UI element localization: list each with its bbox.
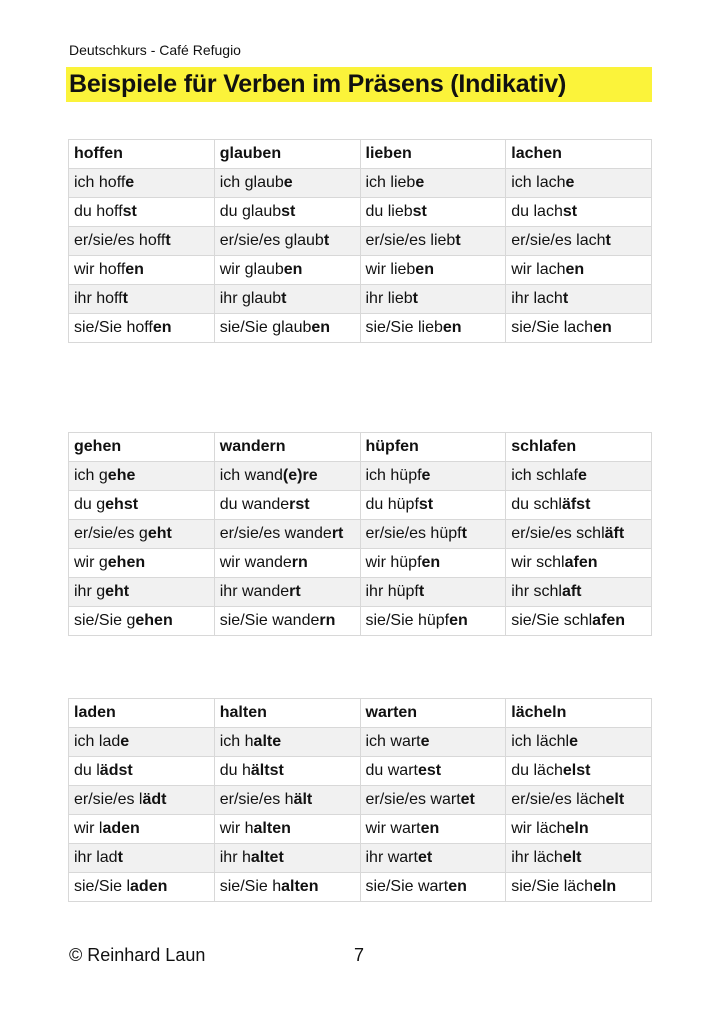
- verb-ending: eln: [565, 820, 589, 837]
- conjugation-cell: [360, 169, 506, 198]
- conjugation-cell: [214, 815, 360, 844]
- verb-stem: wir h: [219, 820, 254, 837]
- conjugation-cell: [214, 285, 360, 314]
- verb-ending: en: [420, 820, 440, 837]
- verb-stem: ich lächl: [511, 733, 570, 750]
- table-row: [69, 549, 652, 578]
- verb-infinitive: halten: [214, 699, 360, 728]
- conjugation-table-3: [68, 698, 652, 902]
- verb-ending: e: [125, 174, 135, 191]
- verb-stem: er/sie/es glaub: [219, 232, 324, 249]
- table-row: [69, 728, 652, 757]
- conjugation-cell: [360, 578, 506, 607]
- table-row: [69, 256, 652, 285]
- verb-infinitive: lieben: [360, 140, 506, 169]
- verb-stem: sie/Sie hüpf: [365, 612, 450, 629]
- verb-ending: st: [281, 203, 296, 220]
- conjugation-cell: [506, 169, 652, 198]
- conjugation-cell: [69, 844, 215, 873]
- verb-ending: äft: [604, 525, 625, 542]
- table-row: [69, 491, 652, 520]
- conjugation-cell: [506, 757, 652, 786]
- verb-ending: ehst: [105, 496, 139, 513]
- verb-ending: en: [449, 612, 468, 629]
- verb-stem: du g: [74, 496, 106, 513]
- verb-stem: ich lad: [74, 733, 121, 750]
- conjugation-cell: [360, 285, 506, 314]
- conjugation-cell: [506, 815, 652, 844]
- conjugation-cell: [360, 728, 506, 757]
- verb-stem: du glaub: [219, 203, 282, 220]
- verb-infinitive: gehen: [69, 433, 215, 462]
- verb-stem: ich lieb: [365, 174, 416, 191]
- verb-ending: eln: [593, 878, 617, 895]
- verb-stem: wir wande: [219, 554, 292, 571]
- verb-infinitive: lachen: [506, 140, 652, 169]
- conjugation-cell: [69, 873, 215, 902]
- conjugation-cell: [214, 256, 360, 285]
- verb-stem: ihr h: [219, 849, 251, 866]
- verb-stem: ich lach: [511, 174, 566, 191]
- conjugation-cell: [506, 728, 652, 757]
- verb-stem: ich glaub: [219, 174, 284, 191]
- verb-stem: du lieb: [365, 203, 413, 220]
- conjugation-cell: [214, 607, 360, 636]
- conjugation-cell: [360, 198, 506, 227]
- conjugation-cell: [69, 256, 215, 285]
- conjugation-cell: [69, 491, 215, 520]
- conjugation-cell: [506, 786, 652, 815]
- verb-stem: ich h: [219, 733, 254, 750]
- verb-ending: en: [448, 878, 467, 895]
- verb-infinitive: lächeln: [506, 699, 652, 728]
- conjugation-cell: [506, 198, 652, 227]
- verb-ending: alte: [253, 733, 282, 750]
- verb-ending: st: [412, 203, 427, 220]
- verb-ending: t: [461, 525, 467, 542]
- verb-ending: ehe: [107, 467, 136, 484]
- conjugation-cell: [214, 786, 360, 815]
- verb-stem: ich g: [74, 467, 108, 484]
- page-title: Beispiele für Verben im Präsens (Indikativ): [69, 70, 567, 98]
- conjugation-table-2: [68, 432, 652, 636]
- verb-stem: sie/Sie glaub: [219, 319, 312, 336]
- conjugation-cell: [69, 757, 215, 786]
- table-row: [69, 285, 652, 314]
- verb-stem: du h: [219, 762, 251, 779]
- table-header-row: [69, 433, 652, 462]
- verb-ending: e: [120, 733, 130, 750]
- verb-ending: aden: [130, 878, 168, 895]
- conjugation-cell: [69, 169, 215, 198]
- verb-stem: wir glaub: [219, 261, 284, 278]
- conjugation-cell: [69, 198, 215, 227]
- verb-infinitive: glauben: [214, 140, 360, 169]
- verb-ending: alten: [281, 878, 319, 895]
- verb-ending: e: [577, 467, 587, 484]
- verb-stem: er/sie/es läch: [511, 791, 606, 808]
- conjugation-cell: [214, 757, 360, 786]
- verb-ending: ält: [293, 791, 313, 808]
- table-row: [69, 786, 652, 815]
- verb-stem: sie/Sie h: [219, 878, 282, 895]
- verb-ending: st: [418, 496, 434, 513]
- conjugation-cell: [360, 520, 506, 549]
- conjugation-cell: [214, 578, 360, 607]
- verb-stem: du l: [74, 762, 100, 779]
- verb-ending: e: [420, 733, 430, 750]
- conjugation-cell: [69, 578, 215, 607]
- conjugation-cell: [69, 607, 215, 636]
- verb-ending: e: [283, 174, 293, 191]
- verb-stem: ich schlaf: [511, 467, 578, 484]
- conjugation-cell: [506, 873, 652, 902]
- verb-infinitive: schlafen: [506, 433, 652, 462]
- table-row: [69, 520, 652, 549]
- conjugation-cell: [360, 491, 506, 520]
- table-row: [69, 844, 652, 873]
- verb-ending: en: [421, 554, 441, 571]
- verb-ending: t: [323, 232, 330, 249]
- conjugation-cell: [360, 607, 506, 636]
- verb-ending: rt: [289, 583, 301, 600]
- verb-ending: aden: [102, 820, 140, 837]
- verb-ending: äfst: [561, 496, 591, 513]
- verb-stem: wir lach: [511, 261, 566, 278]
- verb-ending: t: [281, 290, 287, 307]
- verb-ending: aft: [561, 583, 582, 600]
- verb-stem: sie/Sie schl: [511, 612, 593, 629]
- conjugation-cell: [69, 520, 215, 549]
- verb-ending: st: [122, 203, 137, 220]
- conjugation-cell: [506, 285, 652, 314]
- conjugation-cell: [69, 227, 215, 256]
- verb-ending: rn: [319, 612, 336, 629]
- verb-ending: elst: [562, 762, 591, 779]
- verb-ending: en: [152, 319, 172, 336]
- conjugation-cell: [214, 462, 360, 491]
- conjugation-cell: [214, 728, 360, 757]
- table-row: [69, 462, 652, 491]
- verb-ending: e: [421, 467, 431, 484]
- verb-infinitive: warten: [360, 699, 506, 728]
- table-row: [69, 578, 652, 607]
- verb-ending: t: [117, 849, 123, 866]
- verb-stem: ihr wart: [365, 849, 418, 866]
- verb-stem: er/sie/es schl: [511, 525, 605, 542]
- verb-stem: er/sie/es wart: [365, 791, 461, 808]
- verb-stem: du läch: [511, 762, 563, 779]
- verb-ending: t: [418, 583, 425, 600]
- conjugation-cell: [360, 757, 506, 786]
- verb-ending: altet: [250, 849, 284, 866]
- verb-ending: eht: [147, 525, 172, 542]
- verb-stem: wir hoff: [74, 261, 126, 278]
- verb-ending: ädt: [142, 791, 167, 808]
- verb-stem: wir g: [74, 554, 108, 571]
- conjugation-cell: [69, 786, 215, 815]
- verb-stem: sie/Sie wart: [365, 878, 449, 895]
- verb-stem: wir wart: [365, 820, 421, 837]
- verb-stem: er/sie/es l: [74, 791, 143, 808]
- verb-ending: e: [569, 733, 578, 750]
- verb-stem: ihr lach: [511, 290, 563, 307]
- conjugation-cell: [506, 227, 652, 256]
- verb-ending: en: [283, 261, 303, 278]
- conjugation-cell: [506, 491, 652, 520]
- verb-infinitive: hoffen: [69, 140, 215, 169]
- conjugation-cell: [506, 549, 652, 578]
- verb-ending: eht: [105, 583, 130, 600]
- verb-ending: t: [122, 290, 128, 307]
- verb-stem: ich wart: [365, 733, 421, 750]
- table-row: [69, 169, 652, 198]
- conjugation-cell: [360, 314, 506, 343]
- verb-stem: sie/Sie lach: [511, 319, 594, 336]
- verb-infinitive: hüpfen: [360, 433, 506, 462]
- table-row: [69, 198, 652, 227]
- verb-stem: du wart: [365, 762, 418, 779]
- verb-ending: afen: [564, 554, 598, 571]
- verb-stem: er/sie/es lach: [511, 232, 606, 249]
- verb-ending: en: [565, 261, 585, 278]
- verb-stem: er/sie/es wande: [219, 525, 332, 542]
- verb-stem: du lach: [511, 203, 563, 220]
- verb-stem: du schl: [511, 496, 562, 513]
- verb-stem: sie/Sie hoff: [74, 319, 153, 336]
- verb-ending: (e)re: [282, 467, 318, 484]
- conjugation-cell: [506, 314, 652, 343]
- verb-stem: ihr g: [74, 583, 106, 600]
- conjugation-cell: [214, 169, 360, 198]
- table-row: [69, 757, 652, 786]
- verb-stem: er/sie/es h: [219, 791, 294, 808]
- verb-stem: ihr läch: [511, 849, 563, 866]
- verb-stem: sie/Sie g: [74, 612, 136, 629]
- conjugation-cell: [506, 844, 652, 873]
- verb-stem: er/sie/es lieb: [365, 232, 456, 249]
- verb-stem: ihr lad: [74, 849, 118, 866]
- conjugation-cell: [69, 462, 215, 491]
- conjugation-cell: [214, 873, 360, 902]
- conjugation-cell: [214, 549, 360, 578]
- verb-stem: sie/Sie l: [74, 878, 131, 895]
- conjugation-cell: [69, 815, 215, 844]
- conjugation-cell: [69, 549, 215, 578]
- conjugation-cell: [360, 256, 506, 285]
- verb-stem: ihr wande: [219, 583, 290, 600]
- verb-ending: ädst: [99, 762, 133, 779]
- verb-ending: t: [165, 232, 171, 249]
- verb-ending: en: [442, 319, 462, 336]
- conjugation-cell: [69, 285, 215, 314]
- verb-ending: afen: [592, 612, 626, 629]
- verb-stem: ich wand: [219, 467, 283, 484]
- verb-ending: rn: [291, 554, 308, 571]
- verb-ending: en: [311, 319, 331, 336]
- verb-ending: est: [417, 762, 442, 779]
- verb-ending: en: [415, 261, 434, 278]
- verb-ending: ehen: [135, 612, 173, 629]
- verb-stem: ihr glaub: [219, 290, 282, 307]
- verb-stem: er/sie/es g: [74, 525, 148, 542]
- verb-stem: er/sie/es hoff: [74, 232, 166, 249]
- verb-stem: ihr lieb: [365, 290, 413, 307]
- conjugation-cell: [360, 844, 506, 873]
- table-row: [69, 227, 652, 256]
- conjugation-cell: [506, 520, 652, 549]
- conjugation-cell: [360, 549, 506, 578]
- verb-ending: t: [562, 290, 569, 307]
- verb-stem: du hoff: [74, 203, 123, 220]
- conjugation-cell: [506, 256, 652, 285]
- verb-ending: elt: [605, 791, 625, 808]
- table-row: [69, 873, 652, 902]
- verb-ending: ehen: [107, 554, 146, 571]
- conjugation-cell: [214, 520, 360, 549]
- verb-stem: wir lieb: [365, 261, 416, 278]
- table-row: [69, 314, 652, 343]
- conjugation-cell: [214, 844, 360, 873]
- verb-ending: rt: [331, 525, 344, 542]
- verb-infinitive: laden: [69, 699, 215, 728]
- verb-stem: du wande: [219, 496, 290, 513]
- verb-ending: elt: [562, 849, 582, 866]
- verb-ending: en: [593, 319, 612, 336]
- verb-stem: sie/Sie wande: [219, 612, 320, 629]
- conjugation-cell: [69, 314, 215, 343]
- verb-stem: wir hüpf: [365, 554, 422, 571]
- copyright: © Reinhard Laun: [69, 945, 206, 965]
- verb-stem: ihr schl: [511, 583, 562, 600]
- verb-stem: sie/Sie lieb: [365, 319, 443, 336]
- conjugation-cell: [214, 198, 360, 227]
- table-header-row: [69, 140, 652, 169]
- verb-ending: t: [605, 232, 611, 249]
- verb-ending: e: [565, 174, 575, 191]
- verb-stem: er/sie/es hüpf: [365, 525, 462, 542]
- verb-ending: e: [415, 174, 425, 191]
- conjugation-cell: [360, 462, 506, 491]
- verb-ending: st: [562, 203, 578, 220]
- conjugation-cell: [214, 227, 360, 256]
- verb-ending: et: [417, 849, 433, 866]
- conjugation-cell: [360, 786, 506, 815]
- conjugation-cell: [506, 607, 652, 636]
- conjugation-cell: [360, 227, 506, 256]
- conjugation-cell: [360, 815, 506, 844]
- verb-ending: t: [412, 290, 418, 307]
- verb-infinitive: wandern: [214, 433, 360, 462]
- verb-ending: alten: [253, 820, 291, 837]
- verb-stem: ich hoff: [74, 174, 126, 191]
- conjugation-cell: [214, 491, 360, 520]
- verb-ending: en: [125, 261, 144, 278]
- page-number: 7: [354, 945, 365, 965]
- table-header-row: [69, 699, 652, 728]
- verb-ending: et: [460, 791, 475, 808]
- verb-stem: ihr hüpf: [365, 583, 419, 600]
- verb-stem: wir l: [74, 820, 103, 837]
- verb-stem: du hüpf: [365, 496, 419, 513]
- verb-stem: ich hüpf: [365, 467, 422, 484]
- verb-stem: ihr hoff: [74, 290, 123, 307]
- conjugation-table-1: [68, 139, 652, 343]
- verb-ending: ältst: [250, 762, 284, 779]
- verb-stem: wir schl: [511, 554, 565, 571]
- conjugation-cell: [506, 578, 652, 607]
- table-row: [69, 607, 652, 636]
- table-row: [69, 815, 652, 844]
- course-label: Deutschkurs - Café Refugio: [69, 42, 241, 58]
- conjugation-cell: [360, 873, 506, 902]
- verb-stem: sie/Sie läch: [511, 878, 594, 895]
- conjugation-cell: [69, 728, 215, 757]
- conjugation-cell: [214, 314, 360, 343]
- verb-stem: wir läch: [511, 820, 566, 837]
- verb-ending: t: [455, 232, 461, 249]
- verb-ending: rst: [289, 496, 310, 513]
- conjugation-cell: [506, 462, 652, 491]
